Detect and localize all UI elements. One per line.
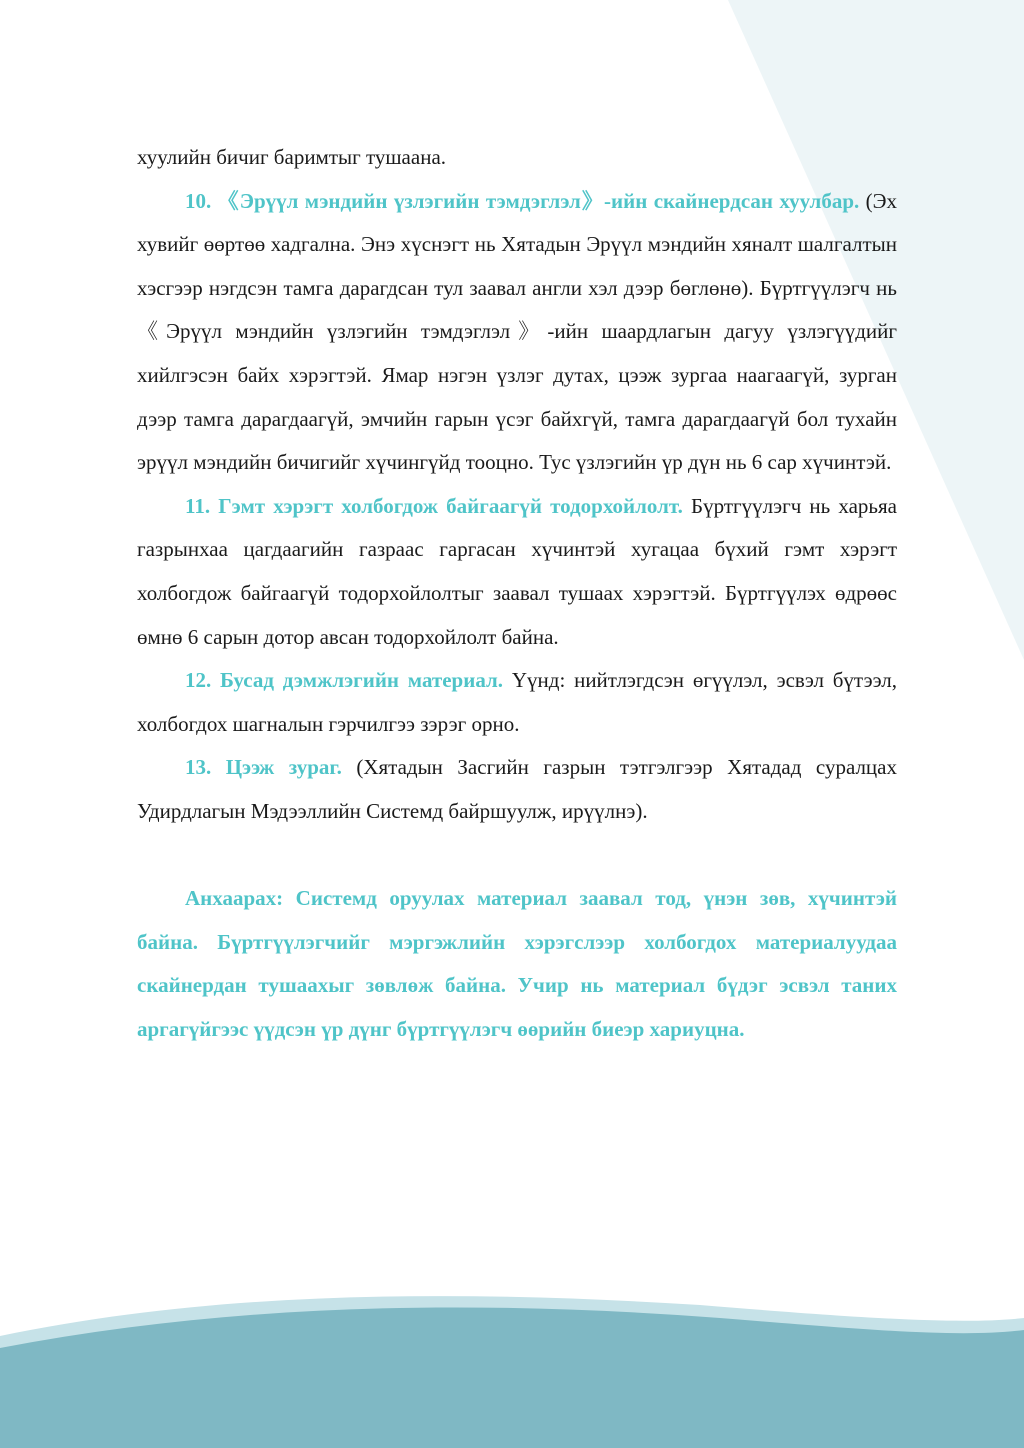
paragraph-item-13 [137,746,897,833]
item-heading: 13. Цээж зураг. [185,755,342,780]
item-heading: 10. 《Эрүүл мэндийн үзлэгийн тэмдэглэл》-ийн скайнердсан хуулбар. [185,188,860,213]
spacer [137,834,897,878]
paragraph-item-11 [137,485,897,659]
item-text: (Хятадын Засгийн газрын тэтгэлгээр Хятадад суралцах Удирдлагын Мэдээллийн Системд байршуулж, ирүүлнэ). [137,755,897,823]
item-heading: 11. Гэмт хэрэгт холбогдож байгаагүй тодорхойлолт. [185,493,683,518]
item-text: Үүнд: нийтлэгдсэн өгүүлэл, эсвэл бүтээл, холбогдох шагналын гэрчилгээ зэрэг орно. [137,668,897,736]
item-text: Бүртгүүлэгч нь харьяа газрынхаа цагдаагийн газраас гаргасан хүчинтэй хугацаа бүхий гэмт хэрэгт холбогдож байгаагүй тодорхойлолтыг заавал тушаах хэрэгтэй. Бүртгүүлэх өдрөөс өмнө 6 сарын дотор авсан тодорхойлолт байна. [137,493,897,649]
paragraph-item-12 [137,659,897,746]
paragraph-item-10 [137,180,897,485]
document-body [137,136,897,1051]
item-heading: 12. Бусад дэмжлэгийн материал. [185,668,504,693]
item-text: (Эх хувийг өөртөө хадгална. Энэ хүснэгт нь Хятадын Эрүүл мэндийн хяналт шалгалтын хэсгээр нэгдсэн тамга дарагдсан тул заавал англи хэл дээр бөглөнө). Бүртгүүлэгч нь 《Эрүүл мэндийн үзлэгийн тэмдэглэл》-ийн шаардлагын дагуу үзлэгүүдийг хийлгэсэн байх хэрэгтэй. Ямар нэгэн үзлэг дутах, цээж зургаа наагаагүй, зурган дээр тамга дарагдаагүй, эмчийн гарын үсэг байхгүй, тамга дарагдаагүй бол тухайн эрүүл мэндийн бичигийг хүчингүйд тооцно. Тус үзлэгийн үр дүн нь 6 сар хүчинтэй. [137,188,898,475]
paragraph-text: хуулийн бичиг баримтыг тушаана. [137,145,447,169]
notice-paragraph: Анхаарах: Системд оруулах материал заавал тод, үнэн зөв, хүчинтэй байна. Бүртгүүлэгчийг мэргэжлийн хэрэгслээр холбогдох материалуудаа скайнердан тушаахыг зөвлөж байна. Учир нь материал бүдэг эсвэл таних аргагүйгээс үүдсэн үр дүнг бүртгүүлэгч өөрийн биеэр хариуцна. [137,886,897,1041]
paragraph-continuation [137,136,897,180]
